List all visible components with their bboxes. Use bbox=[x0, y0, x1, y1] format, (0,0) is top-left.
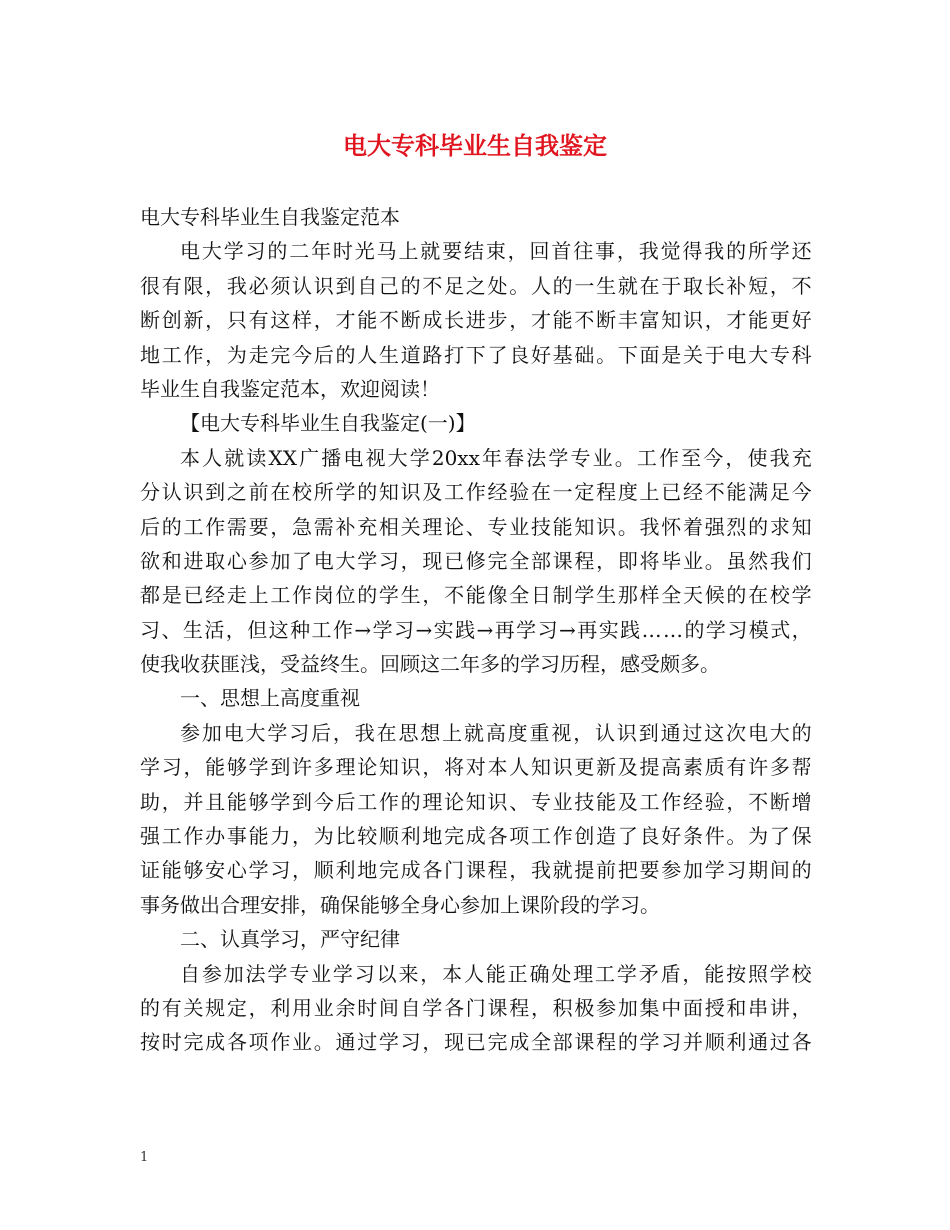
body-line: 证 能 够 安 心 学 习 ， 顺 利 地 完 成 各 门 课 程 ， 我 就 提 前 把 要 参 加 学 习 期 间 的 bbox=[140, 858, 812, 883]
page-number: 1 bbox=[140, 1150, 149, 1165]
body-line: 本 人 就 读 XX 广 播 电 视 大 学 20xx 年 春 法 学 专 业 。 工 作 至 今 ， 使 我 充 bbox=[180, 445, 812, 470]
body-line: 断 创 新 ， 只 有 这 样 ， 才 能 不 断 成 长 进 步 ， 才 能 不 断 丰 富 知 识 ， 才 能 更 好 bbox=[140, 308, 812, 333]
body-line: 强 工 作 办 事 能 力 ， 为 比 较 顺 利 地 完 成 各 项 工 作 创 造 了 良 好 条 件 。 为 了 保 bbox=[140, 824, 812, 849]
body-line: 后 的 工 作 需 要 ， 急 需 补 充 相 关 理 论 、 专 业 技 能 知 识 。 我 怀 着 强 烈 的 求 知 bbox=[140, 514, 812, 539]
body-line: 地 工 作 ， 为 走 完 今 后 的 人 生 道 路 打 下 了 良 好 基 础 。 下 面 是 关 于 电 大 专 科 bbox=[140, 342, 812, 367]
body-line: 习 、 生 活 ， 但 这 种 工 作 → 学 习 → 实 践 → 再 学 习 → 再 实 践 … … 的 学 习 模 式 ， bbox=[140, 617, 812, 642]
body-line: 自 参 加 法 学 专 业 学 习 以 来 ， 本 人 能 正 确 处 理 工 学 矛 盾 ， 能 按 照 学 校 bbox=[180, 961, 812, 986]
body-line: 参 加 电 大 学 习 后 ， 我 在 思 想 上 就 高 度 重 视 ， 认 识 到 通 过 这 次 电 大 的 bbox=[180, 720, 812, 745]
body-line: 一、思想上高度重视 bbox=[180, 686, 360, 711]
body-line: 电 大 学 习 的 二 年 时 光 马 上 就 要 结 束 ， 回 首 往 事 ， 我 觉 得 我 的 所 学 还 bbox=[180, 239, 812, 264]
body-line: 【电大专科毕业生自我鉴定(一)】 bbox=[180, 411, 476, 436]
body-line: 学 习 ， 能 够 学 到 许 多 理 论 知 识 ， 将 对 本 人 知 识 更 新 及 提 高 素 质 有 许 多 帮 bbox=[140, 755, 812, 780]
body-line: 都 是 已 经 走 上 工 作 岗 位 的 学 生 ， 不 能 像 全 日 制 学 生 那 样 全 天 候 的 在 校 学 bbox=[140, 583, 812, 608]
body-line: 按 时 完 成 各 项 作 业 。 通 过 学 习 ， 现 已 完 成 全 部 课 程 的 学 习 并 顺 利 通 过 各 bbox=[140, 1030, 812, 1055]
body-line: 毕业生自我鉴定范本，欢迎阅读！ bbox=[140, 376, 440, 401]
body-line: 很 有 限 ， 我 必 须 认 识 到 自 己 的 不 足 之 处 。 人 的 一 生 就 在 于 取 长 补 短 ， 不 bbox=[140, 273, 812, 298]
body-line: 使我收获匪浅，受益终生。回顾这二年多的学习历程，感受颇多。 bbox=[140, 652, 720, 677]
body-line: 助 ， 并 且 能 够 学 到 今 后 工 作 的 理 论 知 识 、 专 业 技 能 及 工 作 经 验 ， 不 断 增 bbox=[140, 789, 812, 814]
body-line: 的 有 关 规 定 ， 利 用 业 余 时 间 自 学 各 门 课 程 ， 积 极 参 加 集 中 面 授 和 串 讲 ， bbox=[140, 995, 812, 1020]
body-line: 分 认 识 到 之 前 在 校 所 学 的 知 识 及 工 作 经 验 在 一 定 程 度 上 已 经 不 能 满 足 今 bbox=[140, 480, 812, 505]
body-line: 事务做出合理安排，确保能够全身心参加上课阶段的学习。 bbox=[140, 892, 660, 917]
document-body bbox=[140, 200, 812, 1060]
body-line: 二、认真学习，严守纪律 bbox=[180, 927, 400, 952]
body-line: 电大专科毕业生自我鉴定范本 bbox=[140, 205, 400, 229]
body-line: 欲 和 进 取 心 参 加 了 电 大 学 习 ， 现 已 修 完 全 部 课 程 ， 即 将 毕 业 。 虽 然 我 们 bbox=[140, 548, 812, 573]
document-title: 电大专科毕业生自我鉴定 bbox=[343, 131, 607, 160]
